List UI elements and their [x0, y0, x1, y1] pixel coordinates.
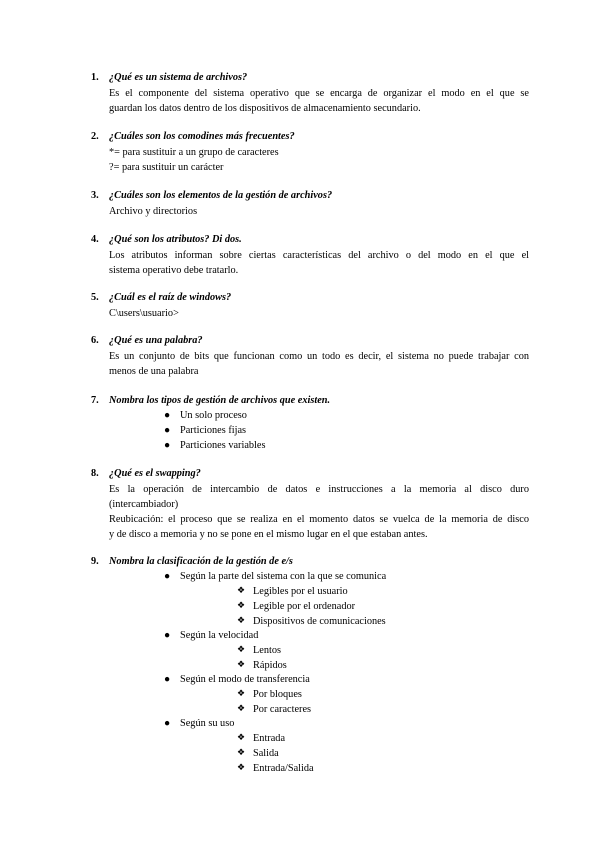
question-number: 6.: [91, 335, 99, 346]
list-item-label: Un solo proceso: [180, 410, 247, 421]
answer-line: y de disco a memoria y no se pone en el mismo lugar en el que estaban antes.: [109, 529, 428, 540]
answer-line: Es un conjunto de bits que funcionan como un todo es decir, el sistema no puede trabajar con: [109, 351, 529, 362]
diamond-bullet-icon: ❖: [237, 703, 246, 713]
bullet-icon: ●: [164, 571, 171, 582]
question-title: Nombra los tipos de gestión de archivos que existen.: [109, 395, 331, 406]
question-title: Nombra la clasificación de la gestión de e/s: [109, 556, 293, 567]
diamond-bullet-icon: ❖: [237, 762, 246, 772]
list-item-label: Según la velocidad: [180, 630, 259, 641]
list-item-label: Según la parte del sistema con la que se comunica: [180, 571, 387, 582]
answer-line: menos de una palabra: [109, 366, 199, 377]
bullet-icon: ●: [164, 630, 171, 641]
answer-line: Es la operación de intercambio de datos e instrucciones a la memoria al disco duro: [109, 484, 529, 495]
bullet-icon: ●: [164, 440, 171, 451]
question-number: 7.: [91, 395, 99, 406]
sub-list-item-label: Lentos: [253, 645, 282, 656]
list-item-label: Particiones variables: [180, 440, 266, 451]
question-number: 2.: [91, 131, 99, 142]
answer-line: *= para sustituir a un grupo de caracteres: [109, 147, 279, 158]
sub-list-item-label: Entrada/Salida: [253, 763, 314, 774]
diamond-bullet-icon: ❖: [237, 732, 246, 742]
diamond-bullet-icon: ❖: [237, 600, 246, 610]
question-number: 4.: [91, 234, 99, 245]
sub-list-item-label: Por bloques: [253, 689, 302, 700]
answer-line: Archivo y directorios: [109, 206, 198, 217]
answer-line: guardan los datos dentro de los dispositivos de almacenamiento secundario.: [109, 103, 421, 114]
question-number: 9.: [91, 556, 99, 567]
question-number: 5.: [91, 292, 99, 303]
question-title: ¿Cuál es el raíz de windows?: [109, 292, 232, 303]
question-title: ¿Cuáles son los comodines más frecuentes?: [109, 131, 295, 142]
sub-list-item-label: Legibles por el usuario: [253, 586, 348, 597]
diamond-bullet-icon: ❖: [237, 747, 246, 757]
answer-line: (intercambiador): [109, 499, 179, 510]
diamond-bullet-icon: ❖: [237, 688, 246, 698]
sub-list-item-label: Legible por el ordenador: [253, 601, 356, 612]
diamond-bullet-icon: ❖: [237, 615, 246, 625]
answer-line: Reubicación: el proceso que se realiza en el momento datos se vuelca de la memoria de disco: [109, 514, 529, 525]
question-title: ¿Qué es un sistema de archivos?: [109, 72, 248, 83]
bullet-icon: ●: [164, 674, 171, 685]
question-number: 8.: [91, 468, 99, 479]
answer-line: ?= para sustituir un carácter: [109, 162, 224, 173]
bullet-icon: ●: [164, 718, 171, 729]
answer-line: sistema operativo debe tratarlo.: [109, 265, 239, 276]
diamond-bullet-icon: ❖: [237, 585, 246, 595]
question-title: ¿Cuáles son los elementos de la gestión de archivos?: [109, 190, 333, 201]
list-item-label: Particiones fijas: [180, 425, 247, 436]
answer-line: C\users\usuario>: [109, 308, 179, 319]
list-item-label: Según su uso: [180, 718, 235, 729]
question-title: ¿Qué es el swapping?: [109, 468, 201, 479]
question-title: ¿Qué es una palabra?: [109, 335, 203, 346]
answer-line: Es el componente del sistema operativo que se encarga de organizar el modo en el que se: [109, 88, 529, 99]
bullet-icon: ●: [164, 425, 171, 436]
diamond-bullet-icon: ❖: [237, 644, 246, 654]
question-title: ¿Qué son los atributos? Di dos.: [109, 234, 242, 245]
question-number: 1.: [91, 72, 99, 83]
sub-list-item-label: Salida: [253, 748, 279, 759]
list-item-label: Según el modo de transferencia: [180, 674, 310, 685]
sub-list-item-label: Entrada: [253, 733, 286, 744]
answer-line: Los atributos informan sobre ciertas características del archivo o del modo en el que el: [109, 250, 529, 261]
sub-list-item-label: Por caracteres: [253, 704, 312, 715]
question-number: 3.: [91, 190, 99, 201]
bullet-icon: ●: [164, 410, 171, 421]
sub-list-item-label: Rápidos: [253, 660, 287, 671]
diamond-bullet-icon: ❖: [237, 659, 246, 669]
sub-list-item-label: Dispositivos de comunicaciones: [253, 616, 386, 627]
